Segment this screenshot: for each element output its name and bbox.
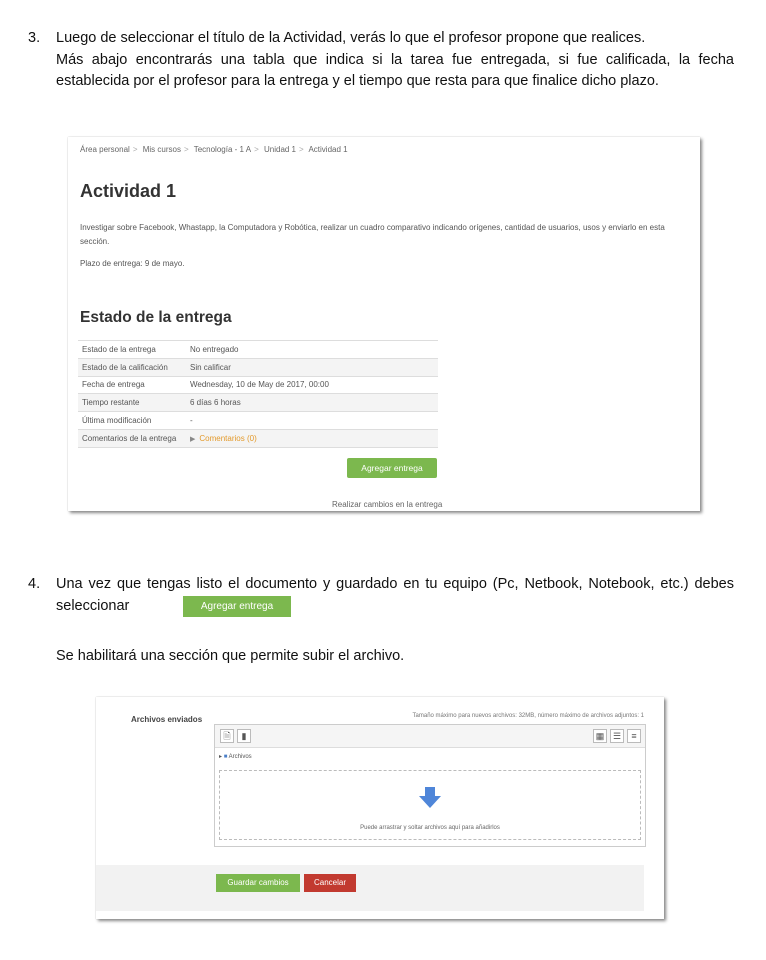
- save-changes-button[interactable]: Guardar cambios: [216, 874, 300, 892]
- form-footer: [96, 865, 644, 911]
- add-submission-button[interactable]: Agregar entrega: [347, 458, 437, 478]
- activity-deadline: Plazo de entrega: 9 de mayo.: [80, 259, 185, 268]
- download-arrow-icon: [419, 787, 441, 809]
- row-label: Última modificación: [78, 412, 186, 430]
- folder-name[interactable]: Archivos: [228, 754, 252, 760]
- breadcrumb-item[interactable]: Unidad 1: [263, 145, 297, 154]
- upload-screenshot: [96, 697, 664, 919]
- step-3-line-2: Más abajo encontrarás una tabla que indica si la tarea fue entregada, si fue calificada, la fecha establecida por el profesor para la entrega y el tiempo que resta para que finalice dicho plazo.: [56, 51, 734, 89]
- caret-right-icon: ▸: [219, 754, 223, 760]
- breadcrumb: Área personal > Mis cursos > Tecnología - 1 A > Unidad 1 > Actividad 1: [80, 145, 348, 154]
- cancel-button[interactable]: Cancelar: [304, 874, 356, 892]
- add-submission-inline-button[interactable]: Agregar entrega: [183, 596, 291, 617]
- grid-view-icon[interactable]: ▦: [593, 729, 607, 743]
- activity-title: Actividad 1: [80, 181, 177, 201]
- add-file-icon[interactable]: 🗎: [220, 729, 234, 743]
- table-row: [78, 358, 438, 376]
- tree-view-icon[interactable]: ≡: [627, 729, 641, 743]
- row-value: No entregado: [186, 341, 438, 359]
- row-value: 6 días 6 horas: [186, 394, 438, 412]
- breadcrumb-item[interactable]: Área personal: [80, 145, 130, 154]
- row-value: Sin calificar: [186, 358, 438, 376]
- row-label: Estado de la calificación: [78, 358, 186, 376]
- activity-screenshot: [68, 137, 700, 511]
- edit-submission-text: Realizar cambios en la entrega: [332, 500, 443, 509]
- table-row: [78, 429, 438, 447]
- step-4-line-1: Una vez que tengas listo el documento y guardado en tu equipo (Pc, Netbook, Notebook, etc.) debes seleccionar: [56, 576, 734, 614]
- row-label: Comentarios de la entrega: [78, 429, 186, 447]
- row-label: Tiempo restante: [78, 394, 186, 412]
- step-3-line-1: Luego de seleccionar el título de la Actividad, verás lo que el profesor propone que realices.: [56, 30, 646, 46]
- file-picker: [214, 724, 646, 847]
- file-picker-toolbar: [215, 725, 645, 748]
- folder-breadcrumb: [219, 753, 252, 760]
- upload-limits: Tamaño máximo para nuevos archivos: 32MB, número máximo de archivos adjuntos: 1: [412, 713, 644, 719]
- drop-zone[interactable]: [219, 770, 641, 840]
- table-row: [78, 341, 438, 359]
- row-value: -: [186, 412, 438, 430]
- folder-icon: ■: [223, 754, 228, 760]
- table-row: [78, 412, 438, 430]
- row-label: Fecha de entrega: [78, 376, 186, 394]
- table-row: [78, 394, 438, 412]
- step-number: 4.: [28, 576, 41, 592]
- table-row: [78, 376, 438, 394]
- breadcrumb-item[interactable]: Actividad 1: [308, 145, 348, 154]
- comments-link[interactable]: Comentarios (0): [199, 433, 257, 443]
- row-label: Estado de la entrega: [78, 341, 186, 359]
- breadcrumb-item[interactable]: Mis cursos: [142, 145, 181, 154]
- upload-label: Archivos enviados: [131, 715, 203, 724]
- list-view-icon[interactable]: ☰: [610, 729, 624, 743]
- status-heading: Estado de la entrega: [80, 309, 232, 326]
- triangle-right-icon[interactable]: ▶: [190, 435, 196, 443]
- create-folder-icon[interactable]: ▮: [237, 729, 251, 743]
- step-number: 3.: [28, 30, 41, 46]
- breadcrumb-item[interactable]: Tecnología - 1 A: [193, 145, 252, 154]
- status-table: [78, 340, 438, 448]
- step-4-line-2: Se habilitará una sección que permite subir el archivo.: [56, 648, 405, 664]
- activity-description: Investigar sobre Facebook, Whastapp, la Computadora y Robótica, realizar un cuadro comparativo indicando orígenes, cantidad de usuarios, usos y enviarlo en esta sección.: [80, 223, 665, 246]
- row-value: Wednesday, 10 de May de 2017, 00:00: [186, 376, 438, 394]
- drop-zone-text: Puede arrastrar y soltar archivos aquí para añadirlos: [360, 825, 500, 831]
